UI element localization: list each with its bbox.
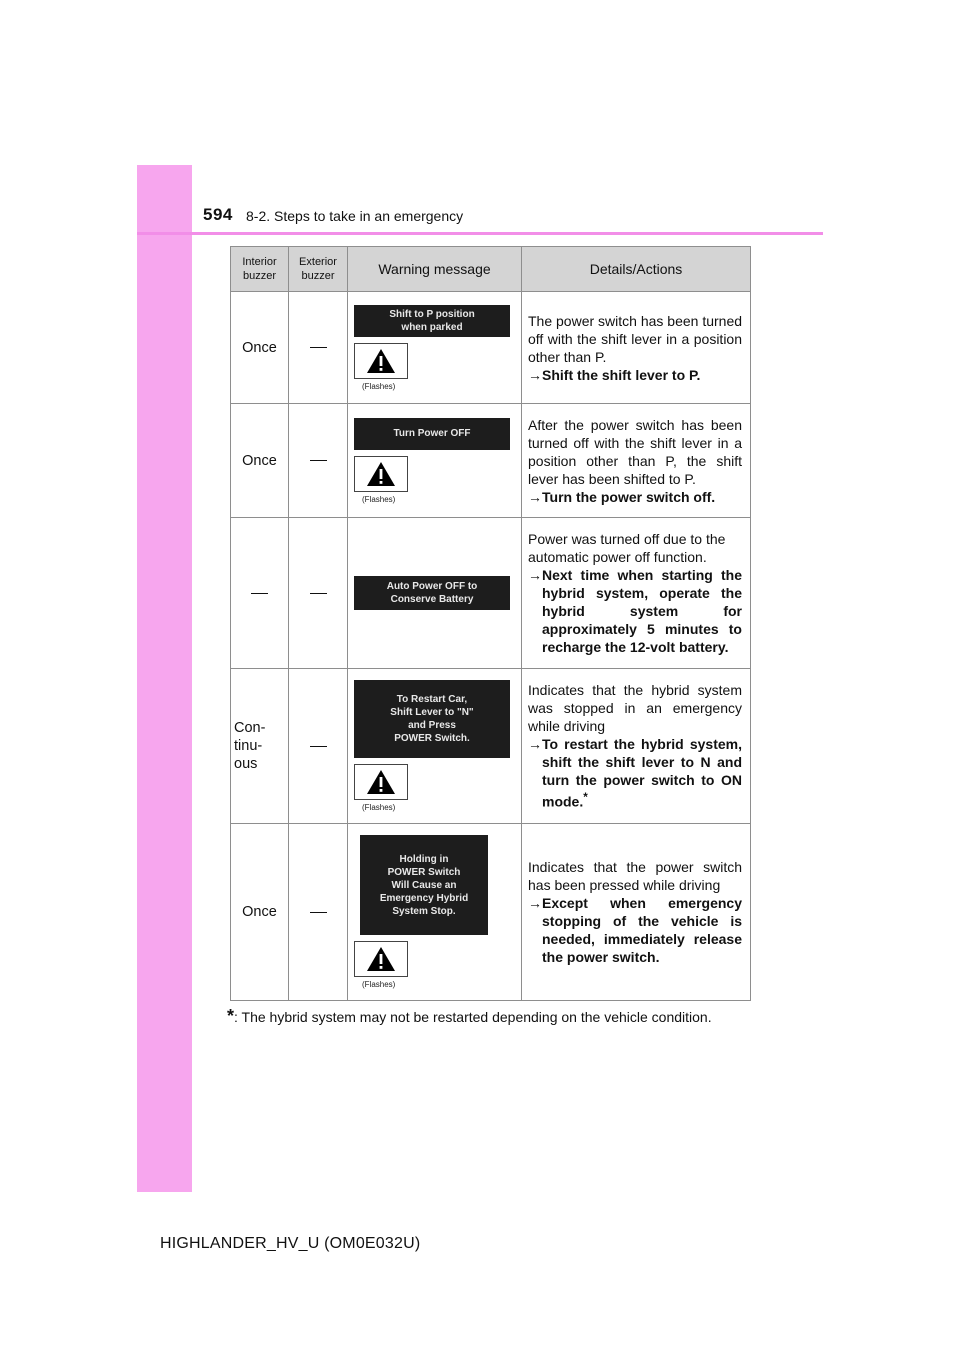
table-row <box>231 669 751 824</box>
warning-message-cell <box>348 669 522 824</box>
footnote-mark: * <box>227 1006 235 1026</box>
exterior-buzzer-cell <box>289 824 348 1001</box>
warning-message-cell <box>348 518 522 669</box>
action-text: →To restart the hybrid system, shift the shift lever to N and turn the power switch to ON mode.* <box>528 736 742 810</box>
action-text: →Shift the shift lever to P. <box>528 366 701 383</box>
flashes-label: (Flashes) <box>362 494 396 504</box>
interior-buzzer-cell: Once <box>231 292 289 404</box>
action-text: →Next time when starting the hybrid system, operate the hybrid system for approximately 5 minutes to recharge the 12-volt battery. <box>528 567 742 655</box>
arrow-icon: → <box>528 488 542 505</box>
table-row <box>231 292 751 404</box>
warning-message-screen: Auto Power OFF to Conserve Battery <box>354 576 510 610</box>
master-warning-indicator <box>354 343 408 379</box>
warning-triangle-icon <box>366 461 396 487</box>
col-header-exterior-buzzer: Exterior buzzer <box>289 247 348 292</box>
interior-buzzer-cell: Once <box>231 824 289 1001</box>
footnote-mark: * <box>583 791 588 805</box>
warning-message-screen: To Restart Car, Shift Lever to "N" and Press POWER Switch. <box>354 680 510 758</box>
warning-triangle-icon <box>366 769 396 795</box>
warning-message-cell <box>348 824 522 1001</box>
details-cell: The power switch has been turned off with the shift lever in a position other than P. →Shift the shift lever to P. <box>522 292 751 404</box>
details-cell: Indicates that the power switch has been pressed while driving →Except when emergency stopping of the vehicle is needed, immediately release the power switch. <box>522 824 751 1001</box>
flashes-label: (Flashes) <box>362 381 396 391</box>
footnote: *: The hybrid system may not be restarted depending on the vehicle condition. <box>227 1006 712 1026</box>
flashes-label: (Flashes) <box>362 803 396 812</box>
side-tab-band <box>137 165 192 1192</box>
warning-triangle-icon <box>366 946 396 972</box>
arrow-icon: → <box>528 736 542 753</box>
col-header-warning-message: Warning message <box>348 247 522 292</box>
none-dash <box>310 460 327 461</box>
arrow-icon: → <box>528 567 542 583</box>
warning-message-cell <box>348 292 522 404</box>
action-text: →Except when emergency stopping of the vehicle is needed, immediately release the power switch. <box>528 895 742 965</box>
model-code-footer: HIGHLANDER_HV_U (OM0E032U) <box>160 1235 421 1252</box>
table-row <box>231 404 751 518</box>
none-dash <box>310 746 327 747</box>
table-header-row <box>231 247 751 292</box>
none-dash <box>251 593 268 594</box>
exterior-buzzer-cell <box>289 518 348 669</box>
details-cell: Indicates that the hybrid system was stopped in an emergency while driving →To restart the hybrid system, shift the shift lever to N and turn the power switch to ON mode.* <box>522 669 751 824</box>
master-warning-indicator <box>354 764 408 800</box>
interior-buzzer-cell: Con- tinu- ous <box>231 669 289 824</box>
col-header-details-actions: Details/Actions <box>522 247 751 292</box>
warning-message-screen: Turn Power OFF <box>354 418 510 450</box>
warning-message-screen: Holding in POWER Switch Will Cause an Emergency Hybrid System Stop. <box>360 835 488 935</box>
flashes-label: (Flashes) <box>362 980 396 989</box>
master-warning-indicator <box>354 941 408 977</box>
warning-triangle-icon <box>366 348 396 374</box>
interior-buzzer-cell: Once <box>231 404 289 518</box>
exterior-buzzer-cell <box>289 292 348 404</box>
exterior-buzzer-cell <box>289 669 348 824</box>
master-warning-indicator <box>354 456 408 492</box>
section-title: 8-2. Steps to take in an emergency <box>246 208 464 224</box>
table-row <box>231 824 751 1001</box>
page-number: 594 <box>203 205 233 224</box>
details-cell: Power was turned off due to the automatic power off function. →Next time when starting the hybrid system, operate the hybrid system for approximately 5 minutes to recharge the 12-volt battery. <box>522 518 751 669</box>
warning-message-cell <box>348 404 522 518</box>
arrow-icon: → <box>528 366 542 383</box>
details-cell: After the power switch has been turned off with the shift lever in a position other than P, the shift lever has been shifted to P. →Turn the power switch off. <box>522 404 751 518</box>
header-rule <box>137 232 823 235</box>
interior-buzzer-cell <box>231 518 289 669</box>
warning-message-screen: Shift to P position when parked <box>354 305 510 337</box>
arrow-icon: → <box>528 895 542 911</box>
action-text: →Turn the power switch off. <box>528 488 716 505</box>
table-row <box>231 518 751 669</box>
none-dash <box>310 593 327 594</box>
col-header-interior-buzzer: Interior buzzer <box>231 247 289 292</box>
none-dash <box>310 347 327 348</box>
none-dash <box>310 912 327 913</box>
exterior-buzzer-cell <box>289 404 348 518</box>
warning-table <box>230 246 751 1001</box>
